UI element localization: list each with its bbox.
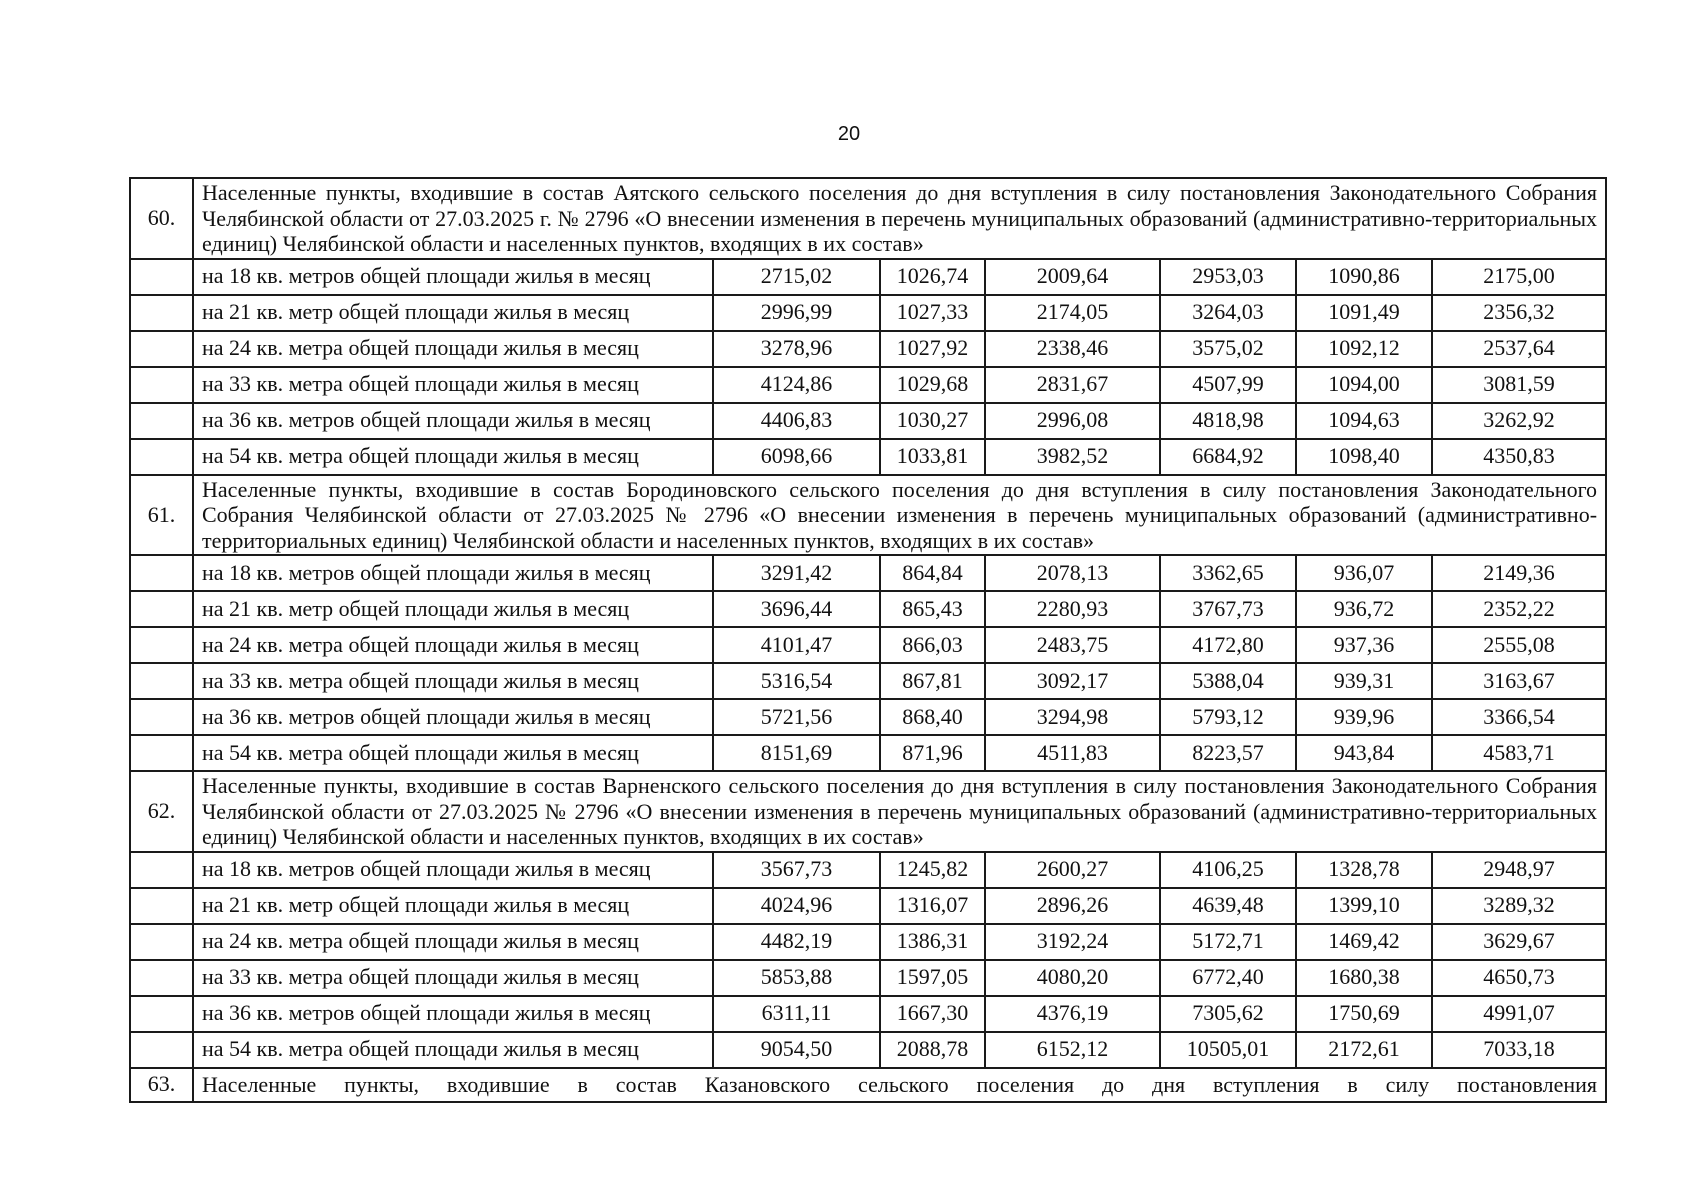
row-label: на 54 кв. метра общей площади жилья в месяц — [193, 1032, 713, 1068]
value-cell: 2555,08 — [1432, 627, 1606, 663]
row-number-cell — [130, 924, 193, 960]
row-number-cell — [130, 403, 193, 439]
value-cell: 4991,07 — [1432, 996, 1606, 1032]
value-cell: 4583,71 — [1432, 735, 1606, 771]
value-cell: 1328,78 — [1296, 852, 1432, 888]
value-cell: 3092,17 — [985, 663, 1160, 699]
value-cell: 3982,52 — [985, 439, 1160, 475]
value-cell: 6772,40 — [1160, 960, 1296, 996]
section-header-row — [130, 771, 1606, 852]
row-number-cell — [130, 627, 193, 663]
row-number-cell — [130, 591, 193, 627]
value-cell: 4350,83 — [1432, 439, 1606, 475]
value-cell: 2483,75 — [985, 627, 1160, 663]
table-row — [130, 888, 1606, 924]
table-row — [130, 259, 1606, 295]
value-cell: 3362,65 — [1160, 555, 1296, 591]
section-number: 61. — [130, 475, 193, 556]
value-cell: 1098,40 — [1296, 439, 1432, 475]
value-cell: 2175,00 — [1432, 259, 1606, 295]
section-header-row — [130, 1068, 1606, 1102]
value-cell: 1316,07 — [880, 888, 985, 924]
value-cell: 2174,05 — [985, 295, 1160, 331]
value-cell: 2352,22 — [1432, 591, 1606, 627]
value-cell: 7033,18 — [1432, 1032, 1606, 1068]
table-row — [130, 852, 1606, 888]
value-cell: 2896,26 — [985, 888, 1160, 924]
value-cell: 1667,30 — [880, 996, 985, 1032]
value-cell: 1091,49 — [1296, 295, 1432, 331]
value-cell: 1027,92 — [880, 331, 985, 367]
section-title: Населенные пункты, входившие в состав Аятского сельского поселения до дня вступления в силу постановления Законодательного Собрания Челябинской области от 27.03.2025 г. № 2796 «О внесении изменения в перечень муниципальных образований (административно-территориальных единиц) Челябинской области и населенных пунктов, входящих в их состав» — [193, 178, 1606, 259]
value-cell: 5853,88 — [713, 960, 880, 996]
row-number-cell — [130, 735, 193, 771]
value-cell: 3081,59 — [1432, 367, 1606, 403]
value-cell: 3163,67 — [1432, 663, 1606, 699]
value-cell: 936,72 — [1296, 591, 1432, 627]
row-number-cell — [130, 259, 193, 295]
page-number: 20 — [837, 123, 861, 145]
value-cell: 1027,33 — [880, 295, 985, 331]
row-label: на 54 кв. метра общей площади жилья в месяц — [193, 735, 713, 771]
value-cell: 4406,83 — [713, 403, 880, 439]
value-cell: 939,96 — [1296, 699, 1432, 735]
section-title: Населенные пункты, входившие в состав Бородиновского сельского поселения до дня вступления в силу постановления Законодательного Собрания Челябинской области от 27.03.2025 № 2796 «О внесении изменения в перечень муниципальных образований (административно-территориальных единиц) Челябинской области и населенных пунктов, входящих в их состав» — [193, 475, 1606, 556]
value-cell: 866,03 — [880, 627, 985, 663]
row-number-cell — [130, 1032, 193, 1068]
value-cell: 3262,92 — [1432, 403, 1606, 439]
table-row — [130, 960, 1606, 996]
row-label: на 33 кв. метра общей площади жилья в месяц — [193, 960, 713, 996]
table-row — [130, 1032, 1606, 1068]
value-cell: 4080,20 — [985, 960, 1160, 996]
row-label: на 21 кв. метр общей площади жилья в месяц — [193, 295, 713, 331]
value-cell: 3291,42 — [713, 555, 880, 591]
value-cell: 4818,98 — [1160, 403, 1296, 439]
table-row — [130, 439, 1606, 475]
row-number-cell — [130, 295, 193, 331]
value-cell: 4482,19 — [713, 924, 880, 960]
table-row — [130, 555, 1606, 591]
table-row — [130, 663, 1606, 699]
value-cell: 3575,02 — [1160, 331, 1296, 367]
value-cell: 1399,10 — [1296, 888, 1432, 924]
value-cell: 6311,11 — [713, 996, 880, 1032]
value-cell: 6098,66 — [713, 439, 880, 475]
table-row — [130, 367, 1606, 403]
value-cell: 1094,63 — [1296, 403, 1432, 439]
section-title: Населенные пункты, входившие в состав Казановского сельского поселения до дня вступления в силу постановления — [193, 1068, 1606, 1102]
value-cell: 3629,67 — [1432, 924, 1606, 960]
value-cell: 2280,93 — [985, 591, 1160, 627]
value-cell: 4106,25 — [1160, 852, 1296, 888]
value-cell: 5172,71 — [1160, 924, 1296, 960]
row-number-cell — [130, 663, 193, 699]
row-number-cell — [130, 699, 193, 735]
section-number: 60. — [130, 178, 193, 259]
value-cell: 1597,05 — [880, 960, 985, 996]
value-cell: 1029,68 — [880, 367, 985, 403]
value-cell: 3192,24 — [985, 924, 1160, 960]
row-label: на 24 кв. метра общей площади жилья в месяц — [193, 331, 713, 367]
value-cell: 2537,64 — [1432, 331, 1606, 367]
row-label: на 21 кв. метр общей площади жилья в месяц — [193, 888, 713, 924]
value-cell: 4376,19 — [985, 996, 1160, 1032]
value-cell: 2172,61 — [1296, 1032, 1432, 1068]
value-cell: 9054,50 — [713, 1032, 880, 1068]
value-cell: 5316,54 — [713, 663, 880, 699]
row-label: на 33 кв. метра общей площади жилья в месяц — [193, 663, 713, 699]
section-header-row — [130, 475, 1606, 556]
value-cell: 6152,12 — [985, 1032, 1160, 1068]
row-label: на 18 кв. метров общей площади жилья в месяц — [193, 852, 713, 888]
value-cell: 2009,64 — [985, 259, 1160, 295]
row-number-cell — [130, 888, 193, 924]
row-label: на 21 кв. метр общей площади жилья в месяц — [193, 591, 713, 627]
section-number: 63. — [130, 1068, 193, 1102]
row-label: на 18 кв. метров общей площади жилья в месяц — [193, 259, 713, 295]
row-label: на 36 кв. метров общей площади жилья в месяц — [193, 699, 713, 735]
value-cell: 10505,01 — [1160, 1032, 1296, 1068]
value-cell: 1386,31 — [880, 924, 985, 960]
value-cell: 8223,57 — [1160, 735, 1296, 771]
value-cell: 3289,32 — [1432, 888, 1606, 924]
row-label: на 36 кв. метров общей площади жилья в месяц — [193, 403, 713, 439]
value-cell: 5721,56 — [713, 699, 880, 735]
section-number: 62. — [130, 771, 193, 852]
row-number-cell — [130, 331, 193, 367]
value-cell: 4172,80 — [1160, 627, 1296, 663]
row-number-cell — [130, 996, 193, 1032]
value-cell: 7305,62 — [1160, 996, 1296, 1032]
value-cell: 2996,99 — [713, 295, 880, 331]
value-cell: 3567,73 — [713, 852, 880, 888]
value-cell: 937,36 — [1296, 627, 1432, 663]
row-number-cell — [130, 367, 193, 403]
value-cell: 3696,44 — [713, 591, 880, 627]
value-cell: 868,40 — [880, 699, 985, 735]
value-cell: 1245,82 — [880, 852, 985, 888]
value-cell: 2088,78 — [880, 1032, 985, 1068]
row-label: на 18 кв. метров общей площади жилья в месяц — [193, 555, 713, 591]
value-cell: 1033,81 — [880, 439, 985, 475]
value-cell: 3294,98 — [985, 699, 1160, 735]
table-row — [130, 403, 1606, 439]
section-header-row — [130, 178, 1606, 259]
cost-table — [129, 177, 1607, 1103]
table-row — [130, 735, 1606, 771]
value-cell: 3767,73 — [1160, 591, 1296, 627]
value-cell: 2948,97 — [1432, 852, 1606, 888]
section-title: Населенные пункты, входившие в состав Варненского сельского поселения до дня вступления в силу постановления Законодательного Собрания Челябинской области от 27.03.2025 № 2796 «О внесении изменения в перечень муниципальных образований (административно-территориальных единиц) Челябинской области и населенных пунктов, входящих в их состав» — [193, 771, 1606, 852]
value-cell: 2715,02 — [713, 259, 880, 295]
table-row — [130, 699, 1606, 735]
value-cell: 939,31 — [1296, 663, 1432, 699]
value-cell: 6684,92 — [1160, 439, 1296, 475]
row-number-cell — [130, 960, 193, 996]
table-row — [130, 295, 1606, 331]
value-cell: 2338,46 — [985, 331, 1160, 367]
row-label: на 24 кв. метра общей площади жилья в месяц — [193, 627, 713, 663]
value-cell: 8151,69 — [713, 735, 880, 771]
value-cell: 1680,38 — [1296, 960, 1432, 996]
value-cell: 1094,00 — [1296, 367, 1432, 403]
row-number-cell — [130, 852, 193, 888]
value-cell: 2600,27 — [985, 852, 1160, 888]
table-body — [130, 178, 1606, 1102]
row-number-cell — [130, 439, 193, 475]
value-cell: 4024,96 — [713, 888, 880, 924]
table-row — [130, 627, 1606, 663]
value-cell: 1469,42 — [1296, 924, 1432, 960]
value-cell: 1750,69 — [1296, 996, 1432, 1032]
row-label: на 54 кв. метра общей площади жилья в месяц — [193, 439, 713, 475]
value-cell: 864,84 — [880, 555, 985, 591]
table-row — [130, 591, 1606, 627]
value-cell: 3264,03 — [1160, 295, 1296, 331]
value-cell: 4507,99 — [1160, 367, 1296, 403]
table-row — [130, 996, 1606, 1032]
value-cell: 2078,13 — [985, 555, 1160, 591]
value-cell: 4124,86 — [713, 367, 880, 403]
row-number-cell — [130, 555, 193, 591]
value-cell: 2356,32 — [1432, 295, 1606, 331]
value-cell: 5793,12 — [1160, 699, 1296, 735]
value-cell: 865,43 — [880, 591, 985, 627]
table-row — [130, 924, 1606, 960]
value-cell: 2953,03 — [1160, 259, 1296, 295]
value-cell: 4511,83 — [985, 735, 1160, 771]
value-cell: 936,07 — [1296, 555, 1432, 591]
row-label: на 36 кв. метров общей площади жилья в месяц — [193, 996, 713, 1032]
value-cell: 5388,04 — [1160, 663, 1296, 699]
value-cell: 1090,86 — [1296, 259, 1432, 295]
value-cell: 3278,96 — [713, 331, 880, 367]
value-cell: 4639,48 — [1160, 888, 1296, 924]
row-label: на 33 кв. метра общей площади жилья в месяц — [193, 367, 713, 403]
value-cell: 867,81 — [880, 663, 985, 699]
row-label: на 24 кв. метра общей площади жилья в месяц — [193, 924, 713, 960]
value-cell: 2831,67 — [985, 367, 1160, 403]
value-cell: 2149,36 — [1432, 555, 1606, 591]
value-cell: 871,96 — [880, 735, 985, 771]
value-cell: 4650,73 — [1432, 960, 1606, 996]
value-cell: 2996,08 — [985, 403, 1160, 439]
value-cell: 4101,47 — [713, 627, 880, 663]
value-cell: 1030,27 — [880, 403, 985, 439]
table-row — [130, 331, 1606, 367]
value-cell: 943,84 — [1296, 735, 1432, 771]
value-cell: 1026,74 — [880, 259, 985, 295]
value-cell: 1092,12 — [1296, 331, 1432, 367]
value-cell: 3366,54 — [1432, 699, 1606, 735]
